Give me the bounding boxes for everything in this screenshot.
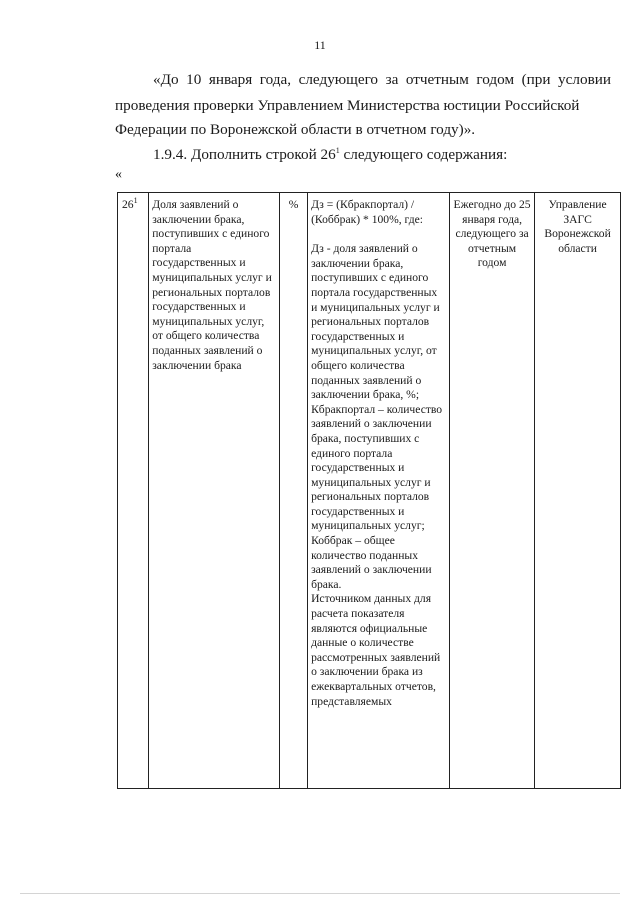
formula-definition-kob: Коббрак – общее количество поданных заявлений о заключении брака. — [311, 534, 432, 591]
cell-unit: % — [280, 193, 308, 789]
paragraph-deadline-tail: Федерации по Воронежской области в отчетном году)». — [115, 121, 476, 138]
amendment-superscript: 1 — [335, 145, 340, 155]
formula-definition-dz: Дз - доля заявлений о заключении брака, поступивших с единого портала государственных и муниципальных услуг и региональных порталов государственных и муниципальных услуг, от общего количества поданных заявлений о заключении брака, %; — [311, 242, 440, 402]
amendment-prefix: 1.9.4. Дополнить строкой 26 — [153, 146, 336, 163]
row-number-superscript: 1 — [133, 196, 138, 206]
paragraph-amendment — [153, 142, 613, 168]
page-number: 11 — [314, 38, 326, 52]
row-number: 26 — [122, 198, 134, 211]
opening-quote: « — [115, 167, 122, 182]
amendment-suffix: следующего содержания: — [339, 146, 508, 163]
cell-formula — [308, 193, 450, 789]
formula-definition-kportal: Кбракпортал – количество заявлений о заключении брака, поступивших с единого портала государственных и муниципальных услуг и региональных порталов государственных и муниципальных услуг; — [311, 402, 443, 533]
scan-edge-line — [20, 893, 620, 894]
paragraph-deadline-text: «До 10 января года, следующего за отчетным годом (при условии проведения проверки Управлением Министерства юстиции Российской — [115, 71, 611, 114]
cell-row-number — [118, 193, 149, 789]
cell-indicator-name: Доля заявлений о заключении брака, поступивших с единого портала государственных и муниципальных услуг и региональных порталов государственных и муниципальных услуг, от общего количества поданных заявлений о заключении брака — [149, 193, 280, 789]
formula-expression: Дз = (Кбракпортал) / (Коббрак) * 100%, где: — [311, 198, 423, 226]
cell-deadline: Ежегодно до 25 января года, следующего за отчетным годом — [449, 193, 534, 789]
formula-data-source: Источником данных для расчета показателя являются официальные данные о количестве рассмотренных заявлений о заключении брака из ежеквартальных отчетов, представляемых — [311, 592, 441, 708]
cell-responsible: Управление ЗАГС Воронежской области — [535, 193, 621, 789]
indicator-table — [117, 192, 621, 789]
table-row — [118, 193, 621, 789]
